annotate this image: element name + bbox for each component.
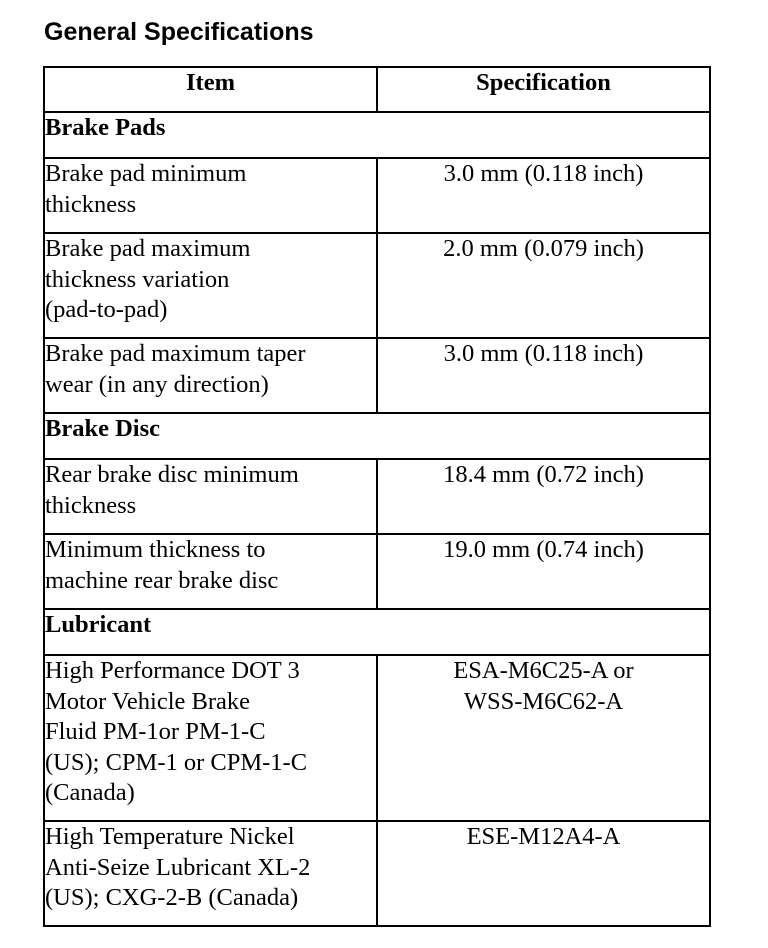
section-title: Brake Disc (44, 413, 710, 459)
spec-cell (377, 821, 710, 926)
item-text-line: High Performance DOT 3 (45, 657, 300, 684)
item-text-line: Brake pad maximum taper (45, 340, 306, 367)
item-text-line: (US); CXG-2-B (Canada) (45, 884, 299, 911)
spec-cell (377, 338, 710, 413)
item-text-line: (Canada) (45, 779, 135, 806)
spec-value: WSS-M6C62-A (463, 687, 624, 715)
spec-cell (377, 158, 710, 233)
item-text-line: thickness (45, 190, 137, 218)
section-row-brake-pads (44, 112, 710, 158)
table-row (44, 821, 710, 926)
table-row (44, 233, 710, 338)
section-title: Lubricant (44, 609, 710, 655)
item-text-line: (US); CPM-1 or CPM-1-C (45, 748, 308, 776)
item-text-line: High Temperature Nickel (45, 823, 295, 850)
table-row (44, 655, 710, 821)
spec-cell (377, 459, 710, 534)
item-cell (44, 459, 377, 534)
item-text-line: machine rear brake disc (45, 566, 279, 594)
spec-cell (377, 655, 710, 821)
item-cell (44, 338, 377, 413)
table-body (44, 112, 710, 926)
spec-value: 2.0 mm (0.079 inch) (443, 235, 644, 262)
page-title: General Specifications (44, 18, 314, 46)
column-header-specification: Specification (377, 67, 710, 112)
table-row (44, 459, 710, 534)
item-cell (44, 158, 377, 233)
item-text-line: Anti-Seize Lubricant XL-2 (45, 853, 311, 881)
section-row-brake-disc (44, 413, 710, 459)
item-text-line: Rear brake disc minimum (45, 461, 299, 488)
spec-value: 3.0 mm (0.118 inch) (443, 160, 644, 187)
spec-value: 3.0 mm (0.118 inch) (443, 340, 644, 367)
section-title: Brake Pads (44, 112, 710, 158)
item-cell (44, 233, 377, 338)
item-text-line: (pad-to-pad) (45, 296, 168, 323)
column-header-item: Item (44, 67, 377, 112)
item-text-line: thickness variation (45, 265, 230, 293)
table-row (44, 534, 710, 609)
table-header-row (44, 67, 710, 112)
item-text-line: Brake pad minimum (45, 160, 247, 187)
item-cell (44, 534, 377, 609)
item-text-line: Minimum thickness to (45, 536, 266, 563)
spec-value: ESA-M6C25-A or (453, 657, 634, 684)
item-text-line: wear (in any direction) (45, 370, 269, 398)
table-row (44, 158, 710, 233)
item-text-line: Motor Vehicle Brake (45, 687, 251, 715)
spec-value: 19.0 mm (0.74 inch) (443, 536, 644, 563)
spec-cell (377, 233, 710, 338)
item-text-line: thickness (45, 491, 137, 519)
table-row (44, 338, 710, 413)
item-text-line: Fluid PM-1or PM-1-C (45, 718, 266, 745)
item-cell (44, 655, 377, 821)
spec-value: 18.4 mm (0.72 inch) (443, 461, 644, 488)
spec-value: ESE-M12A4-A (466, 823, 621, 850)
item-text-line: Brake pad maximum (45, 235, 251, 262)
section-row-lubricant (44, 609, 710, 655)
spec-cell (377, 534, 710, 609)
specifications-table (43, 66, 711, 927)
item-cell (44, 821, 377, 926)
